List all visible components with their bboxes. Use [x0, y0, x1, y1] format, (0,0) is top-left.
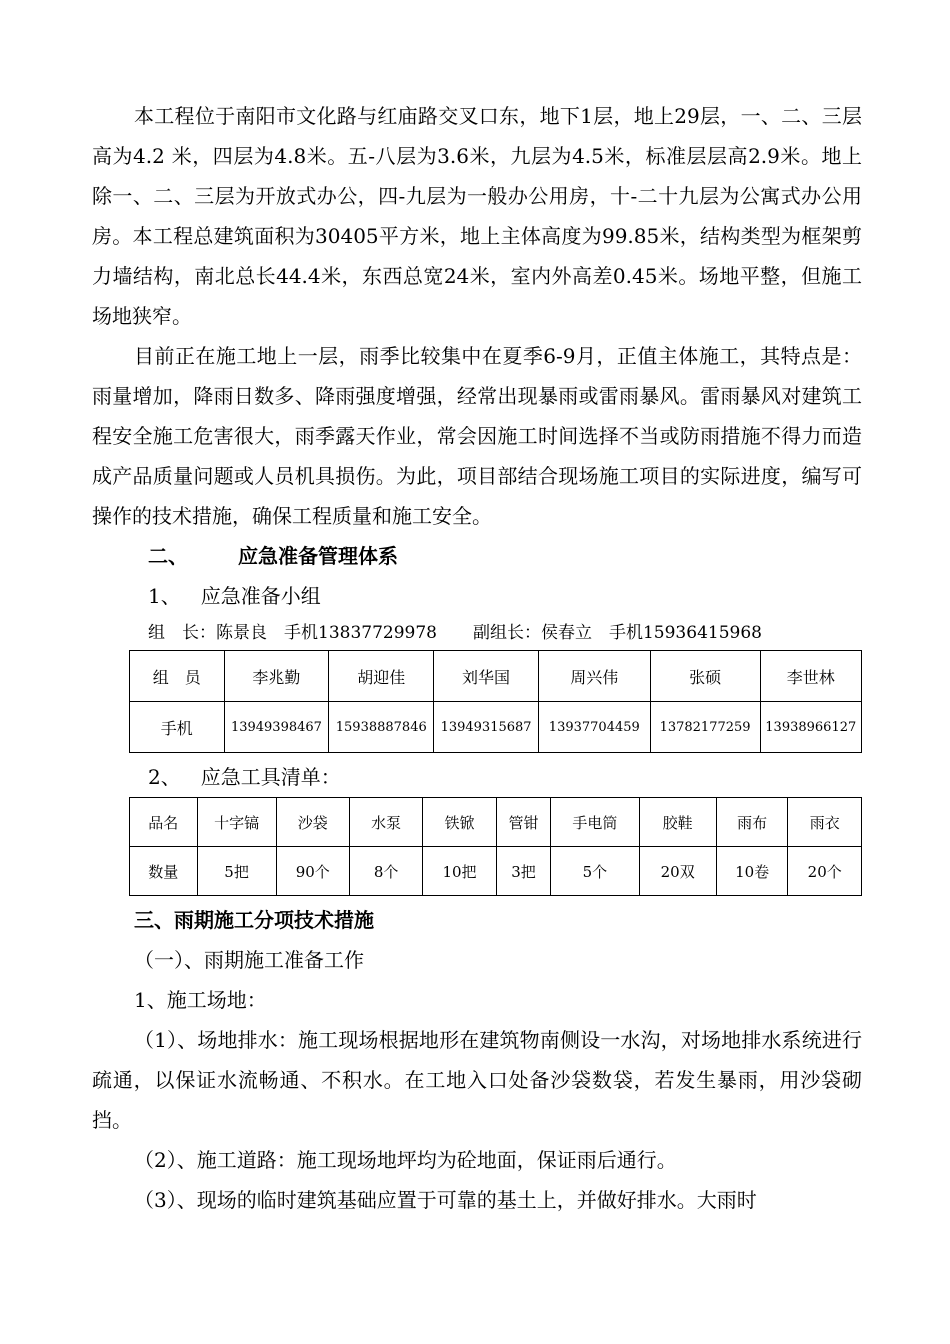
table-row — [130, 847, 862, 896]
section-2-heading — [92, 536, 862, 576]
tool-name-cell: 手电筒 — [551, 798, 639, 847]
member-name-cell: 胡迎佳 — [329, 651, 434, 702]
tool-name-cell: 十字镐 — [197, 798, 276, 847]
tool-qty-cell: 20双 — [639, 847, 716, 896]
tool-qty-cell: 3把 — [496, 847, 550, 896]
subsection-number: 1、 — [148, 584, 181, 608]
member-phone-cell: 13949398467 — [224, 702, 329, 753]
subsection-title: 应急准备小组 — [200, 584, 321, 608]
member-name-cell: 李世林 — [760, 651, 861, 702]
table-row — [130, 651, 862, 702]
tool-name-cell: 沙袋 — [276, 798, 350, 847]
tool-qty-cell: 10把 — [423, 847, 497, 896]
tool-name-cell: 雨衣 — [788, 798, 862, 847]
deputy-leader-info: 副组长：侯春立 手机15936415968 — [472, 623, 762, 643]
site-drainage-paragraph: （1）、场地排水：施工现场根据地形在建筑物南侧设一水沟，对场地排水系统进行疏通，以保证水流畅通、不积水。在工地入口处备沙袋数袋，若发生暴雨，用沙袋砌挡。 — [92, 1028, 862, 1132]
tools-name-header-cell: 品名 — [130, 798, 198, 847]
tool-name-cell: 铁锨 — [423, 798, 497, 847]
qty-header-cell: 数量 — [130, 847, 198, 896]
tool-qty-cell: 8个 — [350, 847, 423, 896]
subsection-number: 2、 — [148, 765, 181, 789]
member-name-cell: 周兴伟 — [538, 651, 650, 702]
table-row — [130, 702, 862, 753]
table-row — [130, 798, 862, 847]
subsection-title: 应急工具清单： — [200, 765, 341, 789]
section-3-subheading: （一）、雨期施工准备工作 — [134, 948, 364, 972]
tool-qty-cell: 20个 — [788, 847, 862, 896]
tools-table — [129, 797, 862, 896]
phone-header-cell: 手机 — [130, 702, 225, 753]
leader-info: 组 长：陈景良 手机13837729978 — [148, 623, 437, 643]
tool-name-cell: 管钳 — [496, 798, 550, 847]
member-phone-cell: 15938887846 — [329, 702, 434, 753]
tool-qty-cell: 5个 — [551, 847, 639, 896]
tool-qty-cell: 5把 — [197, 847, 276, 896]
subsection-tools-list — [92, 757, 862, 797]
team-members-table — [129, 650, 862, 753]
member-phone-cell: 13949315687 — [434, 702, 539, 753]
team-leaders-line — [92, 616, 862, 650]
tool-name-cell: 水泵 — [350, 798, 423, 847]
member-name-cell: 张硕 — [650, 651, 760, 702]
member-phone-cell: 13938966127 — [760, 702, 861, 753]
members-header-cell: 组 员 — [130, 651, 225, 702]
tool-name-cell: 雨布 — [716, 798, 788, 847]
temporary-buildings-paragraph: （3）、现场的临时建筑基础应置于可靠的基土上，并做好排水。大雨时 — [134, 1188, 757, 1212]
member-phone-cell: 13937704459 — [538, 702, 650, 753]
construction-road-paragraph: （2）、施工道路：施工现场地坪均为砼地面，保证雨后通行。 — [134, 1148, 677, 1172]
site-heading: 1、施工场地： — [134, 988, 267, 1012]
intro-paragraph-2: 目前正在施工地上一层，雨季比较集中在夏季6-9月，正值主体施工，其特点是：雨量增加，降雨日数多、降雨强度增强，经常出现暴雨或雷雨暴风。雷雨暴风对建筑工程安全施工危害很大，雨季露天作业，常会因施工时间选择不当或防雨措施不得力而造成产品质量问题或人员机具损伤。为此，项目部结合现场施工项目的实际进度，编写可操作的技术措施，确保工程质量和施工安全。 — [92, 344, 862, 528]
member-name-cell: 刘华国 — [434, 651, 539, 702]
section-3-heading: 三、雨期施工分项技术措施 — [134, 908, 374, 932]
section-2-number: 二、 — [148, 544, 188, 568]
member-name-cell: 李兆勤 — [224, 651, 329, 702]
section-2-title: 应急准备管理体系 — [238, 544, 398, 568]
document-page — [92, 96, 862, 1220]
tool-qty-cell: 90个 — [276, 847, 350, 896]
tool-qty-cell: 10卷 — [716, 847, 788, 896]
member-phone-cell: 13782177259 — [650, 702, 760, 753]
subsection-emergency-team — [92, 576, 862, 616]
tool-name-cell: 胶鞋 — [639, 798, 716, 847]
intro-paragraph-1: 本工程位于南阳市文化路与红庙路交叉口东，地下1层，地上29层，一、二、三层高为4.2 米，四层为4.8米。五-八层为3.6米，九层为4.5米，标准层层高2.9米。地上除一、二、三层为开放式办公，四-九层为一般办公用房，十-二十九层为公寓式办公用房。本工程总建筑面积为30405平方米，地上主体高度为99.85米，结构类型为框架剪力墙结构，南北总长44.4米，东西总宽24米，室内外高差0.45米。场地平整，但施工场地狭窄。 — [92, 104, 862, 328]
